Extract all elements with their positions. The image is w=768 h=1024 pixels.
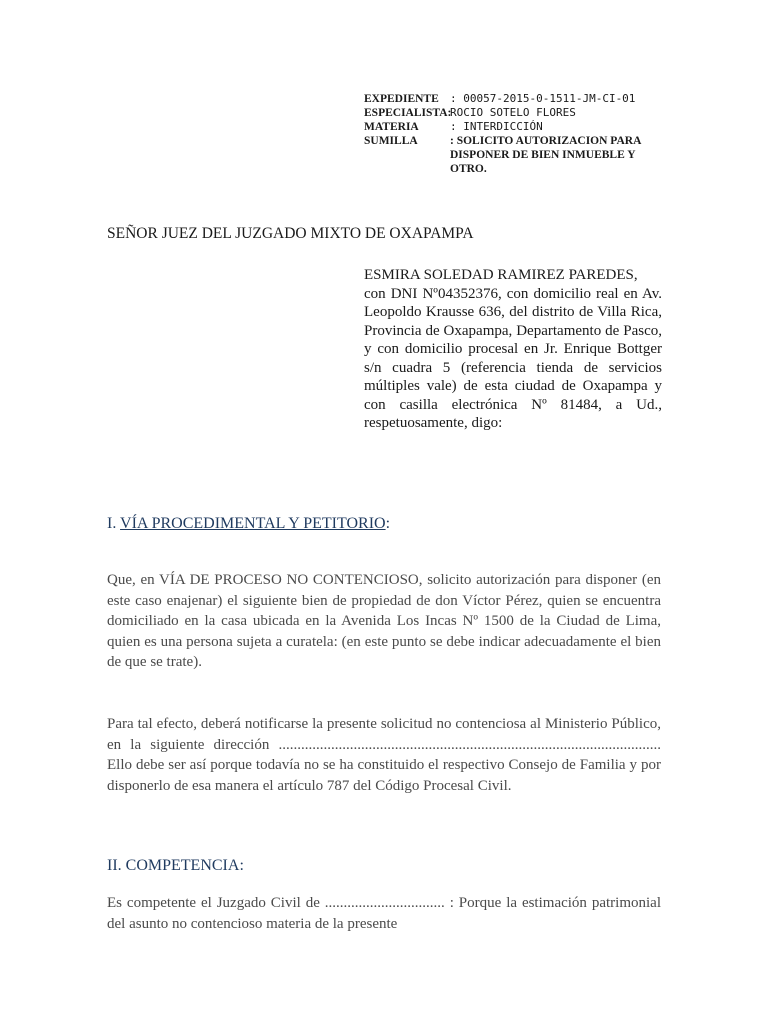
addressee: SEÑOR JUEZ DEL JUZGADO MIXTO DE OXAPAMPA: [107, 225, 474, 242]
section-heading-competencia: II. COMPETENCIA:: [107, 857, 244, 874]
party-name: ESMIRA SOLEDAD RAMIREZ PAREDES,: [364, 267, 638, 283]
header-key: EXPEDIENTE: [364, 93, 439, 105]
header-row-materia: [364, 120, 660, 134]
header-value: : 00057-2015-0-1511-JM-CI-01: [450, 92, 636, 105]
section-heading-procedimental: [107, 515, 390, 533]
party-details: con DNI Nº04352376, con domicilio real en Av. Leopoldo Krausse 636, del distrito de Villa Rica, Provincia de Oxapampa, Departamento de Pasco, y con domicilio procesal en Jr. Enrique Bottger s/n cuadra 5 (referencia tienda de servicios múltiples vale) de esta ciudad de Oxapampa y con casilla electrónica Nº 81484, a Ud., respetuosamente, digo:: [364, 285, 662, 431]
case-header: [364, 92, 660, 176]
paragraph-petitorio: Que, en VÍA DE PROCESO NO CONTENCIOSO, solicito autorización para disponer (en este caso enajenar) el siguiente bien de propiedad de don Víctor Pérez, quien se encuentra domiciliado en la casa ubicada en la Avenida Los Incas Nº 1500 de la Ciudad de Lima, quien es una persona sujeta a curatela: (en este punto se debe indicar adecuadamente el bien de que se trate).: [107, 572, 661, 671]
section-title: VÍA PROCEDIMENTAL Y PETITORIO: [120, 515, 386, 532]
header-key: SUMILLA: [364, 135, 418, 147]
header-value: : SOLICITO AUTORIZACION PARA DISPONER DE BIEN INMUEBLE Y OTRO.: [450, 135, 641, 175]
header-key: ESPECIALISTA:: [364, 107, 452, 119]
paragraph-notificacion: Para tal efecto, deberá notificarse la presente solicitud no contenciosa al Ministerio Público, en la siguiente dirección ...................................................................................................... Ello debe ser así porque todavía no se ha constituido el respectivo Consejo de Familia y por disponerlo de esa manera el artículo 787 del Código Procesal Civil.: [107, 716, 661, 794]
paragraph-competencia: Es competente el Juzgado Civil de ................................ : Porque la estimación patrimonial del asunto no contencioso materia de la presente: [107, 895, 661, 932]
header-row-expediente: [364, 92, 660, 106]
header-key: MATERIA: [364, 121, 419, 133]
header-row-sumilla: [364, 134, 660, 176]
header-row-especialista: [364, 106, 660, 120]
section-number: I.: [107, 515, 121, 532]
header-value: ROCIO SOTELO FLORES: [450, 106, 576, 119]
header-value: : INTERDICCIÓN: [450, 120, 543, 133]
party-block: [364, 266, 662, 433]
section-colon: :: [385, 515, 391, 532]
